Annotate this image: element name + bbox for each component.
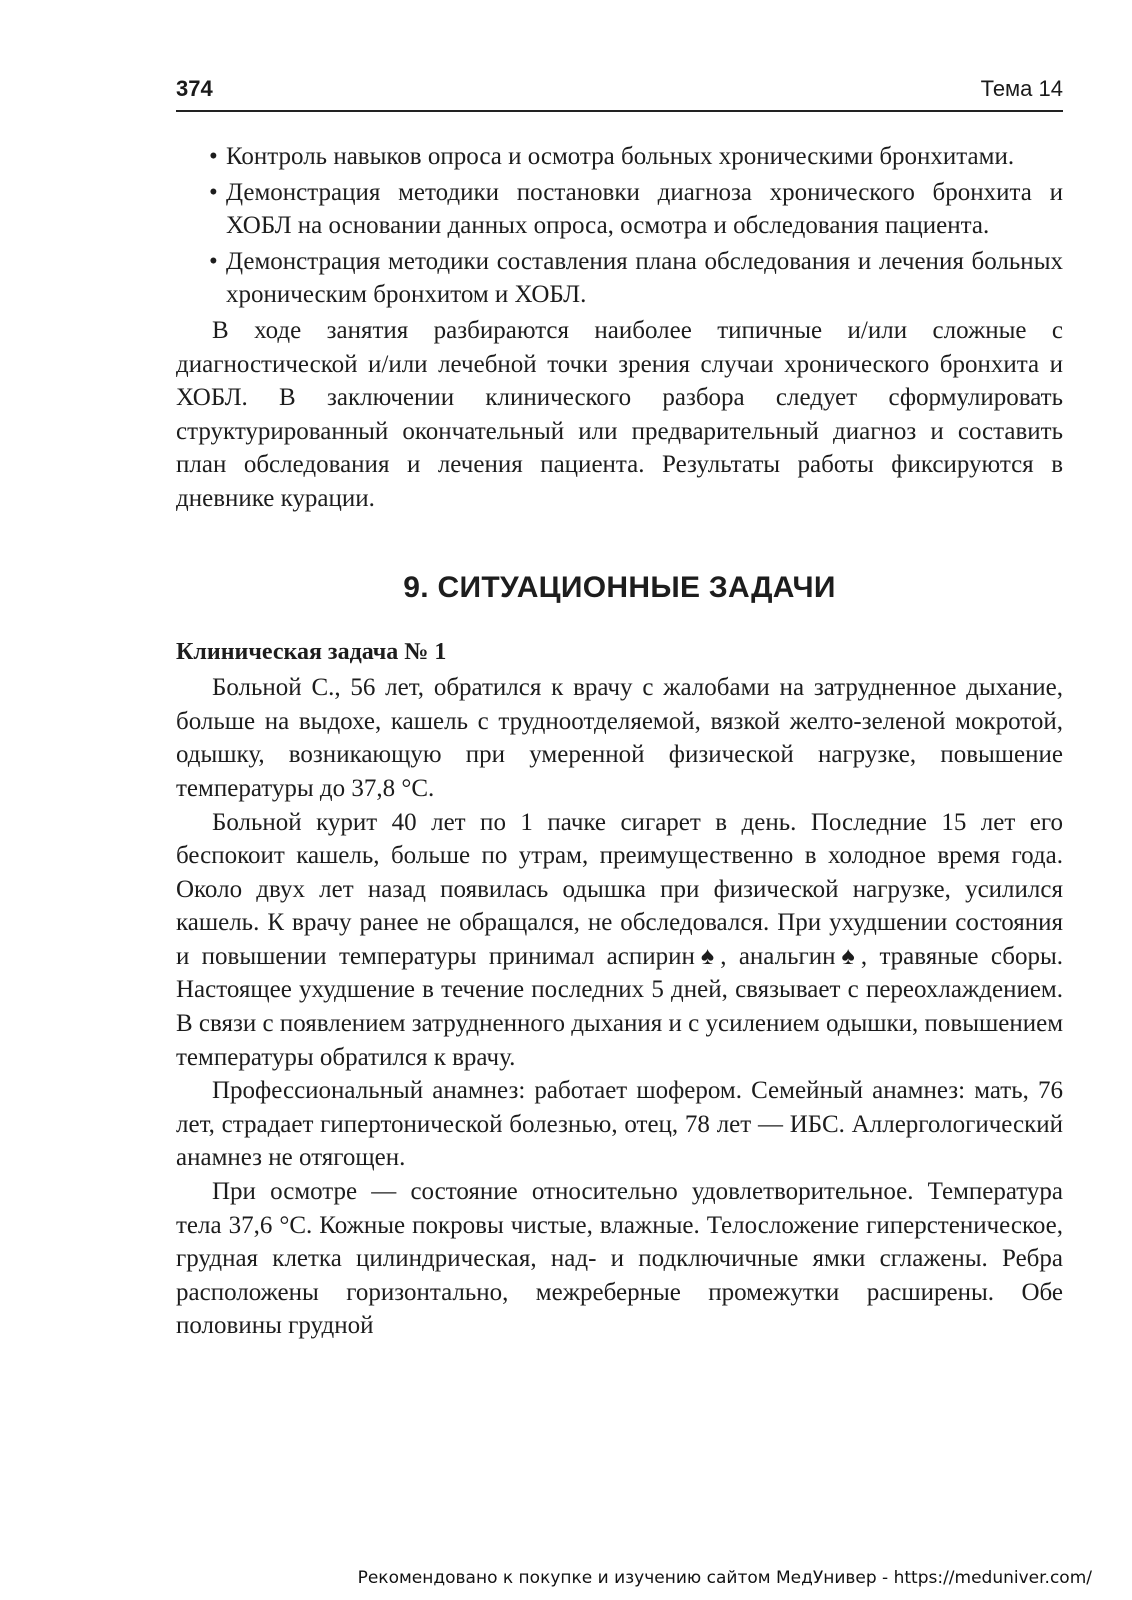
bullet-icon: • [209,143,218,170]
task-paragraph: При осмотре — состояние относительно удовлетворительное. Температура тела 37,6 °С. Кожные покровы чистые, влажные. Телосложение гиперстеническое, грудная клетка цилиндрическая, над- и подключичные ямки сглажены. Ребра расположены горизонтально, межреберные промежутки расширены. Обе половины грудной [176,1178,1063,1340]
footer-note: Рекомендовано к покупке и изучению сайтом МедУнивер - https://meduniver.com/ [357,1568,1092,1588]
bullet-item [176,140,1063,174]
task-paragraph: Больной курит 40 лет по 1 пачке сигарет в день. Последние 15 лет его беспокоит кашель, больше по утрам, преимущественно в холодное время года. Около двух лет назад появилась одышка при физической нагрузке, усилился кашель. К врачу ранее не обращался, не обследовался. При ухудшении состояния и повышении температуры принимал аспирин♠, анальгин♠, травяные сборы. Настоящее ухудшение в течение последних 5 дней, связывает с переохлаждением. В связи с появлением затрудненного дыхания и с усилением одышки, повышением температуры обратился к врачу. [176,808,1064,1071]
running-head: Тема 14 [980,76,1063,101]
intro-paragraph: В ходе занятия разбираются наиболее типичные и/или сложные с диагностической и/или лечебной точки зрения случаи хронического бронхита и ХОБЛ. В заключении клинического разбора следует сформулировать структурированный окончательный или предварительный диагноз и составить план обследования и лечения пациента. Результаты работы фиксируются в дневнике курации. [176,316,1063,512]
bullet-item [176,176,1063,243]
task-title: Клиническая задача № 1 [176,638,447,665]
page-body [176,140,1063,1343]
bullet-text: Демонстрация методики постановки диагноза хронического бронхита и ХОБЛ на основании данных опроса, осмотра и обследования пациента. [226,178,1063,240]
task-paragraph: Больной С., 56 лет, обратился к врачу с жалобами на затрудненное дыхание, больше на выдохе, кашель с трудноотделяемой, вязкой желто-зеленой мокротой, одышку, возникающую при умеренной физической нагрузке, повышение температуры до 37,8 °С. [176,674,1063,802]
header-rule [176,110,1063,112]
page-number: 374 [176,76,213,101]
section-title: 9. СИТУАЦИОННЫЕ ЗАДАЧИ [403,570,836,604]
bullet-list [176,140,1063,312]
bullet-item [176,245,1063,312]
bullet-text: Демонстрация методики составления плана обследования и лечения больных хроническим бронхитом и ХОБЛ. [226,247,1063,309]
bullet-icon: • [209,247,218,275]
bullet-icon: • [209,178,218,206]
bullet-text: Контроль навыков опроса и осмотра больных хроническими бронхитами. [226,143,1015,170]
task-paragraph: Профессиональный анамнез: работает шофером. Семейный анамнез: мать, 76 лет, страдает гипертонической болезнью, отец, 78 лет — ИБС. Аллергологический анамнез не отягощен. [176,1077,1063,1172]
page-header [176,76,1063,110]
